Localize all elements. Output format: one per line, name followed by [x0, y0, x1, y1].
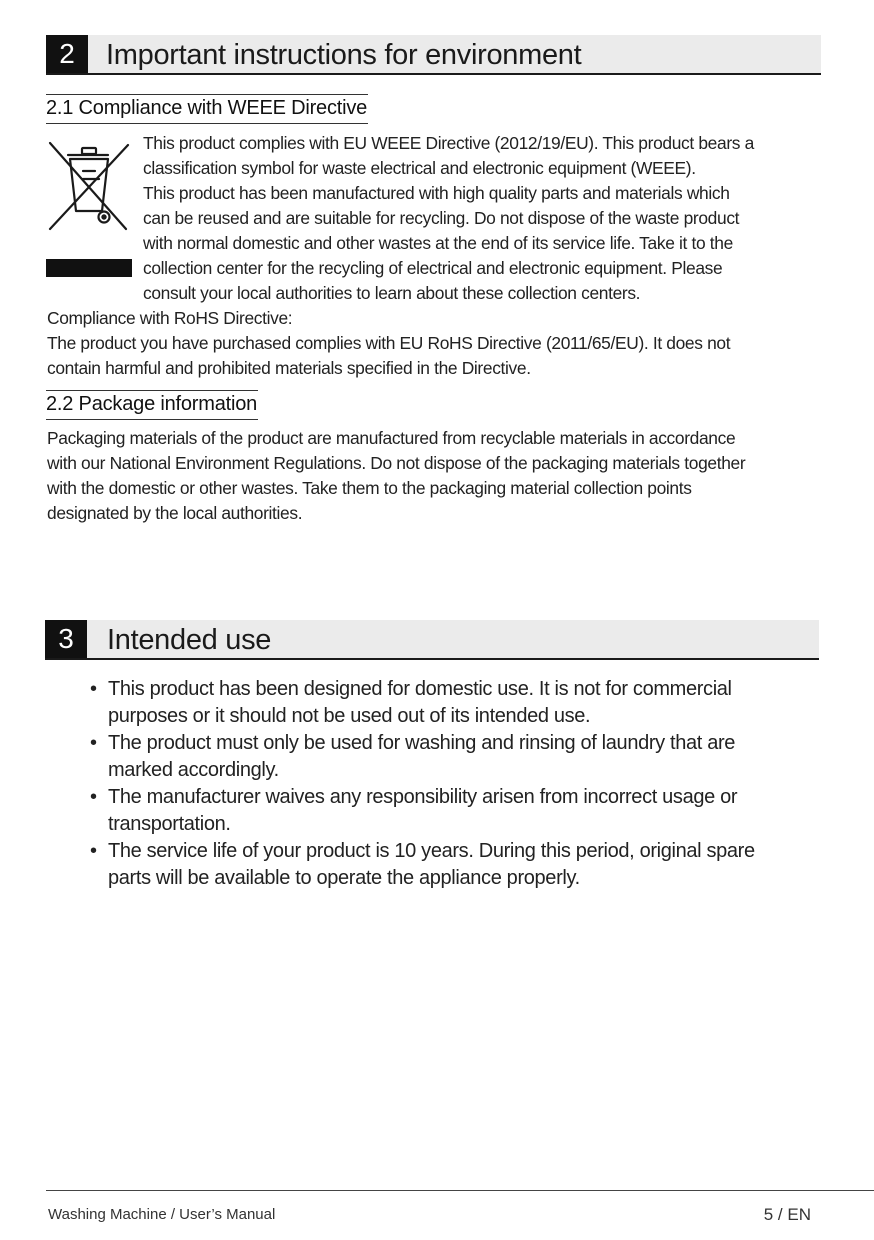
subsection-2-1-title: 2.1 Compliance with WEEE Directive [46, 94, 368, 124]
weee-crossed-bin-icon [46, 141, 132, 279]
bullet-icon: • [90, 840, 97, 862]
package-line: with the domestic or other wastes. Take them to the packaging material collection points [47, 478, 692, 498]
weee-line: with normal domestic and other wastes at the end of its service life. Take it to the [143, 233, 733, 253]
section-3-title: Intended use [107, 624, 272, 656]
list-item-line: This product has been designed for domestic use. It is not for commercial [108, 678, 732, 700]
section-3-header [45, 620, 819, 660]
bullet-icon: • [90, 678, 97, 700]
rohs-paragraph [47, 306, 730, 381]
section-2-header [46, 35, 821, 75]
bullet-icon: • [90, 786, 97, 808]
bullet-icon: • [90, 732, 97, 754]
weee-paragraph [143, 131, 754, 306]
footer-manual-title: Washing Machine / User’s Manual [48, 1206, 276, 1223]
weee-line: This product has been manufactured with high quality parts and materials which [143, 183, 730, 203]
weee-line: consult your local authorities to learn about these collection centers. [143, 283, 641, 303]
section-3-number: 3 [45, 620, 87, 658]
section-2-number: 2 [46, 35, 88, 73]
list-item-line: The service life of your product is 10 years. During this period, original spare [108, 840, 755, 862]
list-item [88, 730, 808, 784]
package-line: with our National Environment Regulations. Do not dispose of the packaging materials together [47, 453, 746, 473]
weee-line: collection center for the recycling of electrical and electronic equipment. Please [143, 258, 723, 278]
rohs-line: contain harmful and prohibited materials specified in the Directive. [47, 358, 531, 378]
intended-use-list [88, 676, 808, 892]
weee-line: can be reused and are suitable for recycling. Do not dispose of the waste product [143, 208, 740, 228]
rohs-heading: Compliance with RoHS Directive: [47, 308, 293, 328]
list-item-line: transportation. [108, 813, 231, 835]
list-item-line: The product must only be used for washing and rinsing of laundry that are [108, 732, 736, 754]
weee-line: classification symbol for waste electrical and electronic equipment (WEEE). [143, 158, 696, 178]
footer-divider [46, 1190, 874, 1191]
package-line: designated by the local authorities. [47, 503, 303, 523]
section-2-title: Important instructions for environment [106, 39, 582, 71]
list-item-line: marked accordingly. [108, 759, 279, 781]
list-item [88, 676, 808, 730]
list-item-line: parts will be available to operate the appliance properly. [108, 867, 580, 889]
subsection-2-2-title: 2.2 Package information [46, 390, 258, 420]
package-line: Packaging materials of the product are manufactured from recyclable materials in accordance [47, 428, 736, 448]
list-item [88, 838, 808, 892]
list-item-line: purposes or it should not be used out of its intended use. [108, 705, 591, 727]
package-paragraph [47, 426, 745, 526]
footer-page-number: 5 / EN [763, 1205, 811, 1224]
rohs-line: The product you have purchased complies with EU RoHS Directive (2011/65/EU). It does not [47, 333, 731, 353]
list-item [88, 784, 808, 838]
weee-line: This product complies with EU WEEE Directive (2012/19/EU). This product bears a [143, 133, 754, 153]
list-item-line: The manufacturer waives any responsibility arisen from incorrect usage or [108, 786, 738, 808]
